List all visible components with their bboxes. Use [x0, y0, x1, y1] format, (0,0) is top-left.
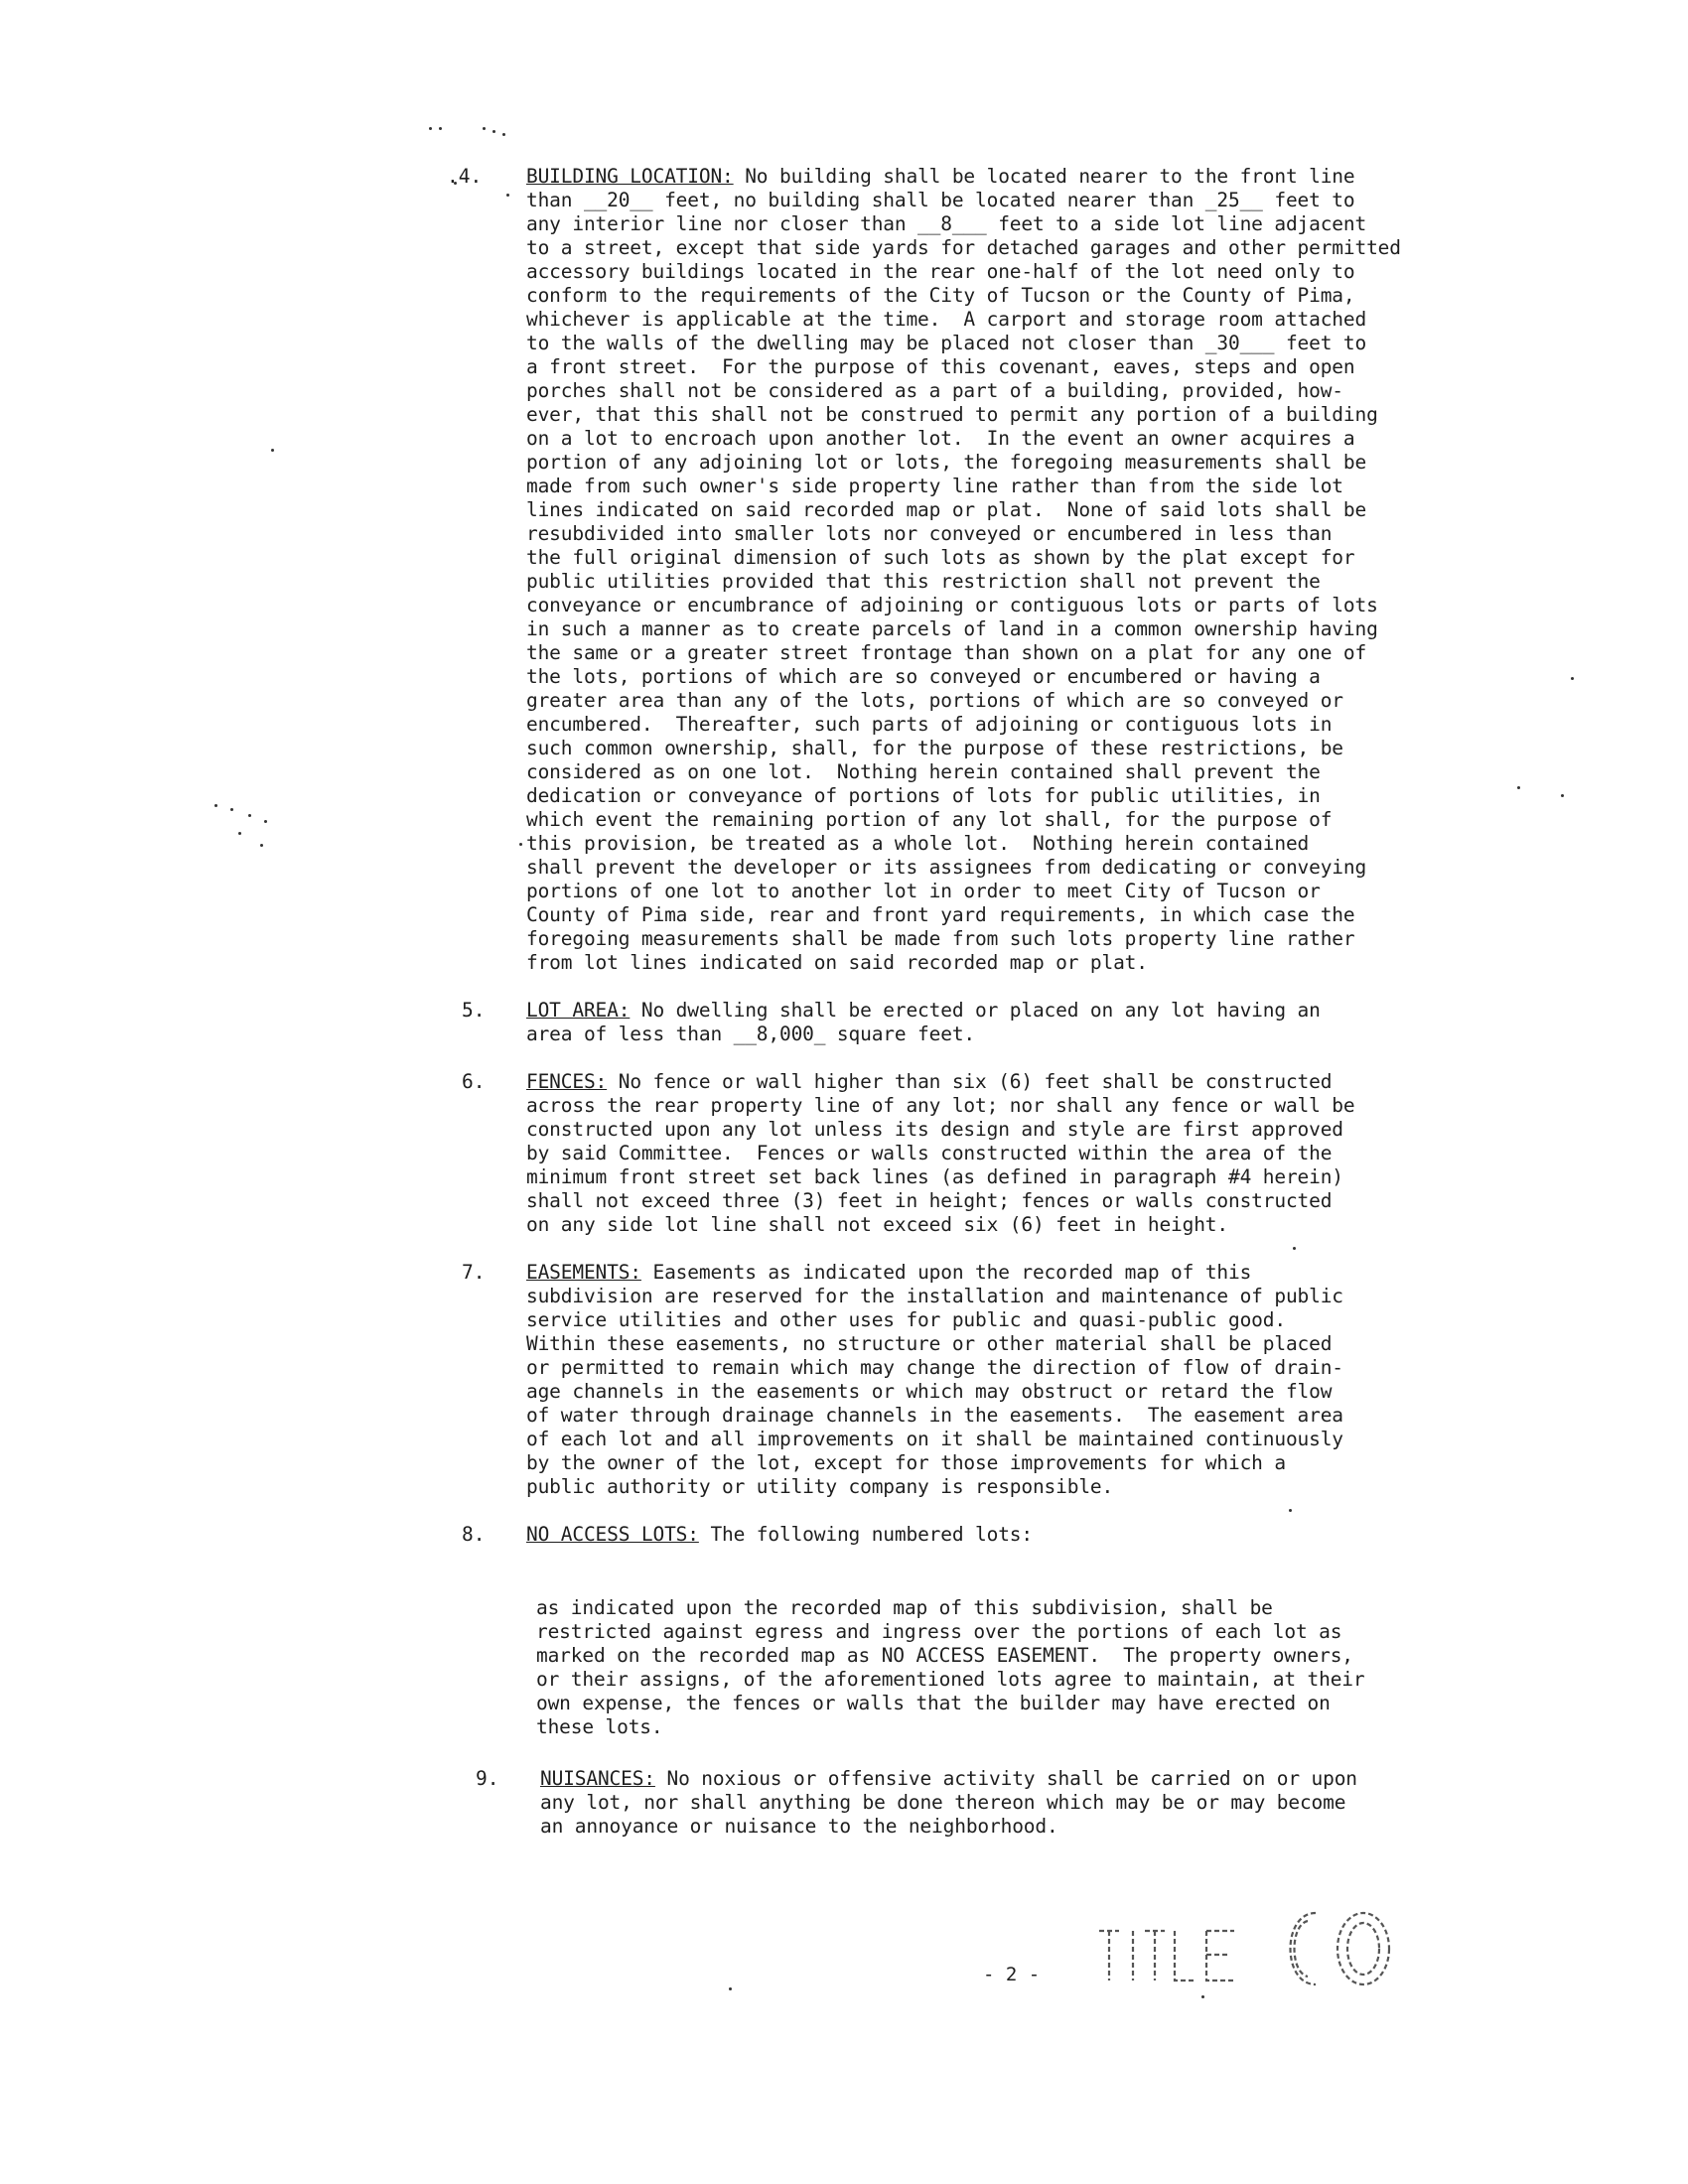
section-heading: NO ACCESS LOTS: [526, 1523, 699, 1546]
section-heading: FENCES: [526, 1070, 608, 1093]
section-text [526, 165, 1460, 975]
scan-speck [1293, 1247, 1296, 1250]
section-body: The following numbered lots: [698, 1523, 1033, 1546]
scan-speck [483, 127, 486, 130]
scan-speck [492, 130, 495, 133]
scan-speck [1289, 1509, 1292, 1512]
section-text [526, 1523, 1460, 1547]
scan-speck [260, 844, 263, 847]
scan-speck [230, 808, 233, 811]
section-lot-area [462, 999, 1460, 1046]
section-no-access-lots-continued [536, 1596, 1470, 1739]
section-building-location [447, 165, 1460, 975]
scan-speck [502, 133, 505, 136]
section-text [526, 999, 1460, 1046]
scan-speck [1517, 786, 1520, 789]
section-easements [462, 1261, 1460, 1499]
scan-speck [1201, 1995, 1204, 1998]
section-number: 8. [462, 1523, 486, 1546]
scan-speck [271, 449, 274, 452]
scan-speck [506, 194, 509, 197]
section-heading: NUISANCES: [540, 1767, 655, 1790]
section-text [526, 1070, 1460, 1237]
section-body: as indicated upon the recorded map of this subdivision, shall be restricted against egress and ingress over the portions of each lot as marked on the recorded map as NO ACCESS EASEMENT. The property owners, or their assigns, of the aforementioned lots agree to maintain, at their own expense, the fences or walls that the builder may have erected on these lots. [536, 1596, 1365, 1738]
section-heading: BUILDING LOCATION: [526, 165, 734, 188]
scan-speck [1561, 794, 1564, 797]
section-body: No noxious or offensive activity shall be carried on or upon any lot, nor shall anything be done thereon which may be or may become an annoyance or nuisance to the neighborhood. [540, 1767, 1357, 1838]
section-number: 9. [476, 1767, 499, 1790]
scan-speck [439, 127, 442, 130]
section-heading: LOT AREA: [526, 999, 631, 1022]
section-number: 6. [462, 1070, 486, 1093]
section-number: 5. [462, 999, 486, 1022]
section-text [540, 1767, 1474, 1839]
scan-speck [238, 832, 241, 835]
scan-speck [429, 127, 432, 130]
scan-speck [1571, 677, 1574, 680]
section-body: No dwelling shall be erected or placed on any lot having an area of less than __8,000_ square feet. [526, 999, 1321, 1045]
title-company-stamp [1097, 1891, 1415, 1990]
section-number: 7. [462, 1261, 486, 1284]
scan-speck [248, 814, 251, 817]
scan-speck [214, 804, 217, 807]
scan-speck [729, 1987, 732, 1990]
section-heading: EASEMENTS: [526, 1261, 641, 1284]
section-text [526, 1261, 1460, 1499]
scan-speck [264, 820, 267, 823]
section-body: Easements as indicated upon the recorded map of this subdivision are reserved for the installation and maintenance of public service utilities and other uses for public and quasi-public good. Within these easements, no structure or other material shall be placed or permitted to remain which may change the direction of flow of drain- age channels in the easements or which may obstruct or retard the flow of water through drainage channels in the easements. The easement area of each lot and all improvements on it shall be maintained continuously by the owner of the lot, except for those improvements for which a public authority or utility company is responsible. [526, 1261, 1343, 1498]
section-fences [462, 1070, 1460, 1237]
section-number: .4. [447, 165, 483, 188]
section-nuisances [476, 1767, 1474, 1839]
section-text [536, 1596, 1470, 1739]
section-body: No building shall be located nearer to the front line than __20__ feet, no building shall be located nearer than _25__ feet to any interior line nor closer than __8___ feet to a side lot line adjacent to a street, except that side yards for detached garages and other permitted accessory buildings located in the rear one-half of the lot need only to conform to the requirements of the City of Tucson or the County of Pima, whichever is applicable at the time. A carport and storage room attached to the walls of the dwelling may be placed not closer than _30___ feet to a front street. For the purpose of this covenant, eaves, steps and open porches shall not be considered as a part of a building, provided, how- ever, that this shall not be construed to permit any portion of a building on a lot to encroach upon another lot. In the event an owner acquires a portion of any adjoining lot or lots, the foregoing measurements shall be made from such owner's side property line rather than from the side lot lines indicated on said recorded map or plat. None of said lots shall be resubdivided into smaller lots nor conveyed or encumbered in less than the full original dimension of such lots as shown by the plat except for public utilities provided that this restriction shall not prevent the conveyance or encumbrance of adjoining or contiguous lots or parts of lots in such a manner as to create parcels of land in a common ownership having the same or a greater street frontage than shown on a plat for any one of the lots, portions of which are so conveyed or encumbered or having a greater area than any of the lots, portions of which are so conveyed or encumbered. Thereafter, such parts of adjoining or contiguous lots in such common ownership, shall, for the purpose of these restrictions, be considered as on one lot. Nothing herein contained shall prevent the dedication or conveyance of portions of lots for public utilities, in which event the remaining portion of any lot shall, for the purpose of this provision, be treated as a whole lot. Nothing herein contained shall prevent the developer or its assignees from dedicating or conveying portions of one lot to another lot in order to meet City of Tucson or County of Pima side, rear and front yard requirements, in which case the foregoing measurements shall be made from such lots property line rather from lot lines indicated on said recorded map or plat. [526, 165, 1401, 974]
section-no-access-lots [462, 1523, 1460, 1547]
scan-speck [519, 843, 522, 846]
page-number: - 2 - [983, 1964, 1041, 1985]
section-body: No fence or wall higher than six (6) feet shall be constructed across the rear property line of any lot; nor shall any fence or wall be constructed upon any lot unless its design and style are first approved by said Committee. Fences or walls constructed within the area of the minimum front street set back lines (as defined in paragraph #4 herein) shall not exceed three (3) feet in height; fences or walls constructed on any side lot line shall not exceed six (6) feet in height. [526, 1070, 1355, 1236]
